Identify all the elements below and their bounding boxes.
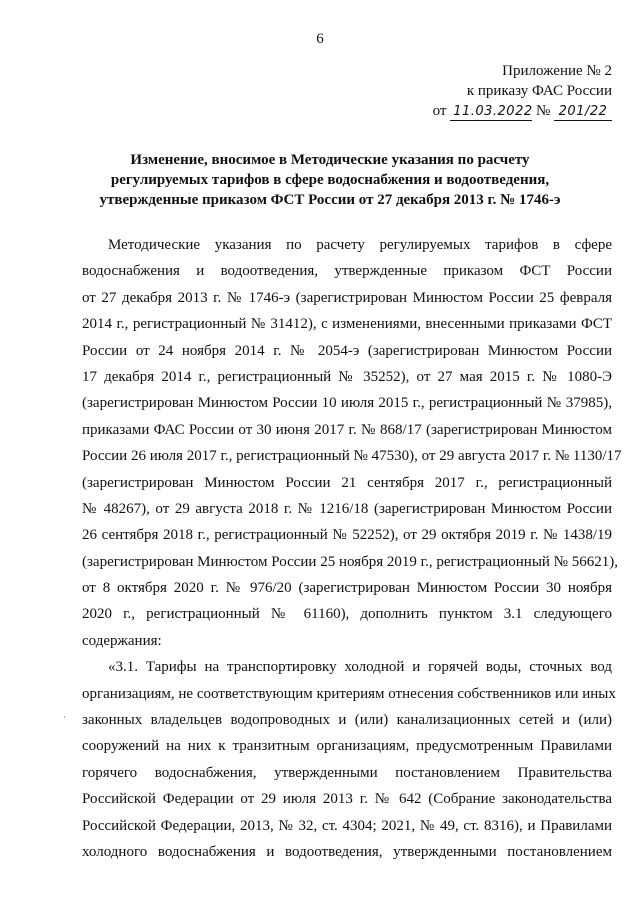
number-label: № bbox=[535, 103, 551, 119]
from-label: от bbox=[432, 103, 447, 119]
body-line: (зарегистрирован Минюстом России 25 ноября 2019 г., регистрационный № 56621), bbox=[82, 553, 618, 570]
body-line: Российской Федерации от 29 июля 2013 г. № 642 (Собрание законодательства bbox=[82, 791, 612, 808]
appendix-title: Приложение № 2 bbox=[502, 63, 612, 79]
page-number: 6 bbox=[316, 31, 324, 47]
appendix-header bbox=[433, 61, 612, 121]
handwritten-date: 11.03.2022 bbox=[450, 104, 532, 121]
title-line: Изменение, вносимое в Методические указания по расчету bbox=[130, 152, 530, 168]
appendix-order-reference: к приказу ФАС России bbox=[466, 83, 612, 99]
handwritten-order-number: 201/22 bbox=[554, 104, 612, 121]
title-line: утвержденные приказом ФСТ России от 27 декабря 2013 г. № 1746-э bbox=[99, 192, 561, 208]
body-line: организациям, не соответствующим критериям отнесения собственников или иных bbox=[82, 685, 616, 702]
body-line: России 26 июля 2017 г., регистрационный № 47530), от 29 августа 2017 г. № 1130/17 bbox=[82, 448, 622, 465]
body-line: Российской Федерации, 2013, № 32, ст. 4304; 2021, № 49, ст. 8316), и Правилами bbox=[82, 817, 612, 834]
document-body bbox=[82, 232, 622, 865]
body-line: горячего водоснабжения, утвержденными постановлением Правительства bbox=[82, 764, 612, 781]
body-line: от 8 октября 2020 г. № 976/20 (зарегистрирован Минюстом России 30 ноября bbox=[82, 580, 612, 597]
body-line: законных владельцев водопроводных и (или) канализационных сетей и (или) bbox=[82, 712, 612, 729]
body-line: приказами ФАС России от 30 июня 2017 г. № 868/17 (зарегистрирован Минюстом bbox=[82, 421, 612, 438]
body-line: водоснабжения и водоотведения, утвержденные приказом ФСТ России bbox=[82, 263, 612, 280]
body-line: (зарегистрирован Минюстом России 10 июля 2015 г., регистрационный № 37985), bbox=[82, 395, 612, 412]
body-line: России от 24 ноября 2014 г. № 2054-э (зарегистрирован Минюстом России bbox=[82, 342, 612, 359]
body-line: 26 сентября 2018 г., регистрационный № 52252), от 29 октября 2019 г. № 1438/19 bbox=[82, 527, 612, 544]
body-line: от 27 декабря 2013 г. № 1746-э (зарегистрирован Минюстом России 25 февраля bbox=[82, 289, 612, 306]
body-line: содержания: bbox=[82, 632, 162, 649]
title-line: регулируемых тарифов в сфере водоснабжения и водоотведения, bbox=[110, 172, 550, 188]
appendix-date-line bbox=[433, 101, 612, 121]
body-line: 17 декабря 2014 г., регистрационный № 35252), от 27 мая 2015 г. № 1080-Э bbox=[82, 368, 612, 385]
body-line: 2020 г., регистрационный № 61160), дополнить пунктом 3.1 следующего bbox=[82, 606, 612, 623]
margin-dot: · bbox=[63, 712, 66, 722]
document-title bbox=[60, 150, 600, 210]
body-line: Методические указания по расчету регулируемых тарифов в сфере bbox=[108, 237, 612, 253]
body-line: «3.1. Тарифы на транспортировку холодной и горячей воды, сточных вод bbox=[108, 659, 612, 676]
body-line: № 48267), от 29 августа 2018 г. № 1216/18 (зарегистрирован Минюстом России bbox=[82, 500, 612, 517]
body-line: холодного водоснабжения и водоотведения, утвержденными постановлением bbox=[82, 843, 612, 860]
body-line: (зарегистрирован Минюстом России 21 сентября 2017 г., регистрационный bbox=[82, 474, 612, 491]
body-line: 2014 г., регистрационный № 31412), с изменениями, внесенными приказами ФСТ bbox=[82, 316, 612, 333]
body-line: сооружений на них к транзитным организациям, предусмотренным Правилами bbox=[82, 738, 612, 755]
